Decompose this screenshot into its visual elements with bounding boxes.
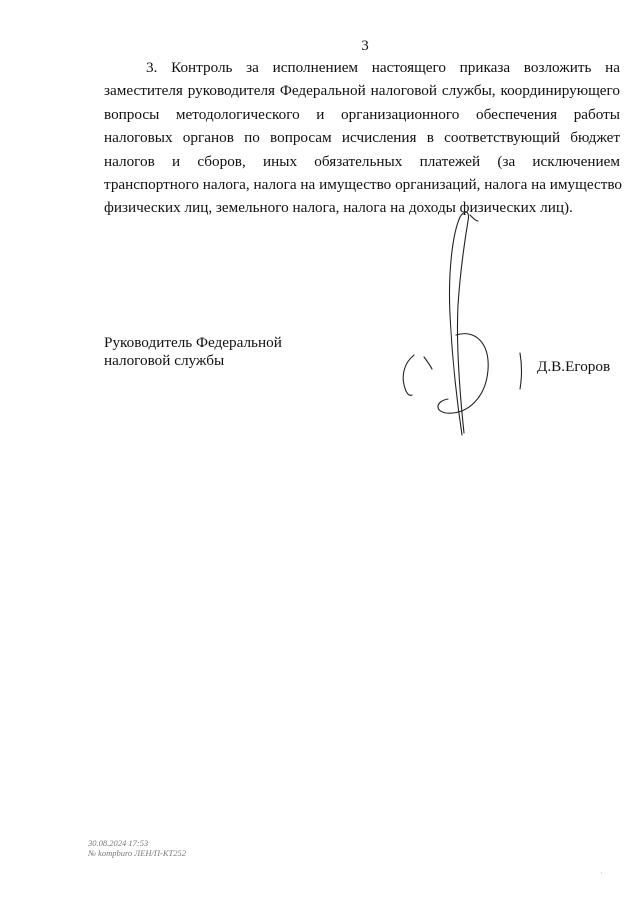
order-paragraph: [104, 56, 620, 220]
paragraph-line: налоговых органов по вопросам исчисления в соответствующий бюджет: [104, 129, 620, 147]
paragraph-line: вопросы методологического и организационного обеспечения работы: [104, 105, 620, 123]
signatory-title: [104, 334, 282, 369]
page-number: 3: [361, 38, 369, 54]
registration-date: 30.08.2024 17:53: [88, 838, 149, 848]
signer-name: Д.В.Егоров: [537, 358, 611, 375]
registration-code: № kompburo ЛЕН/П-КТ252: [88, 848, 186, 858]
scan-mark: ·: [600, 868, 603, 878]
signatory-title-line: налоговой службы: [104, 351, 225, 369]
paragraph-line: заместителя руководителя Федеральной налоговой службы, координирующего: [104, 82, 620, 100]
registration-stamp: [88, 838, 186, 858]
paragraph-line: налогов и сборов, иных обязательных платежей (за исключением: [104, 152, 620, 170]
signatory-title-line: Руководитель Федеральной: [104, 334, 282, 351]
handwritten-signature: [390, 205, 540, 440]
paragraph-line: физических лиц, земельного налога, налога на доходы физических лиц).: [104, 199, 573, 217]
paragraph-line: транспортного налога, налога на имущество организаций, налога на имущество: [104, 176, 622, 194]
paragraph-line: 3. Контроль за исполнением настоящего приказа возложить на: [146, 59, 620, 76]
